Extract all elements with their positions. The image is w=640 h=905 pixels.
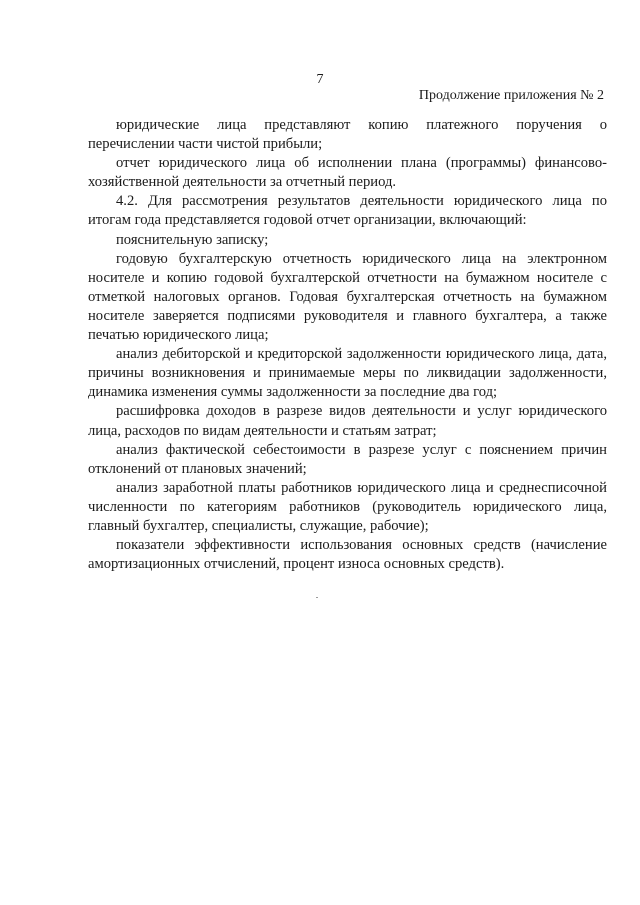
paragraph: юридические лица представляют копию платежного поручения о перечислении части чистой прибыли;: [88, 117, 607, 153]
paragraph: 4.2. Для рассмотрения результатов деятельности юридического лица по итогам года представляется годовой отчет организации, включающий:: [88, 193, 607, 229]
scan-speck: [316, 597, 318, 598]
document-body: [88, 116, 607, 574]
paragraph: показатели эффективности использования основных средств (начисление амортизационных отчислений, процент износа основных средств).: [88, 537, 607, 573]
paragraph: годовую бухгалтерскую отчетность юридического лица на электронном носителе и копию годовой бухгалтерской отчетности на бумажном носителе с отметкой налоговых органов. Годовая бухгалтерская отчетность на бумажном носителе заверяется подписями руководителя и главного бухгалтера, а также печатью юридического лица;: [88, 250, 607, 344]
appendix-continuation-note: Продолжение приложения № 2: [418, 88, 604, 103]
paragraph: анализ дебиторской и кредиторской задолженности юридического лица, дата, причины возникновения и принимаемые меры по ликвидации задолженности, динамика изменения суммы задолженности за последние два год;: [88, 346, 607, 401]
paragraph: расшифровка доходов в разрезе видов деятельности и услуг юридического лица, расходов по видам деятельности и статьям затрат;: [88, 403, 607, 439]
paragraph: отчет юридического лица об исполнении плана (программы) финансово-хозяйственной деятельности за отчетный период.: [88, 155, 607, 191]
page-number: 7: [316, 72, 324, 87]
paragraph: пояснительную записку;: [116, 231, 269, 248]
paragraph: анализ фактической себестоимости в разрезе услуг с пояснением причин отклонений от плановых значений;: [88, 441, 607, 477]
paragraph: анализ заработной платы работников юридического лица и среднесписочной численности по категориям работников (руководитель юридического лица, главный бухгалтер, специалисты, служащие, рабочие);: [88, 479, 607, 534]
